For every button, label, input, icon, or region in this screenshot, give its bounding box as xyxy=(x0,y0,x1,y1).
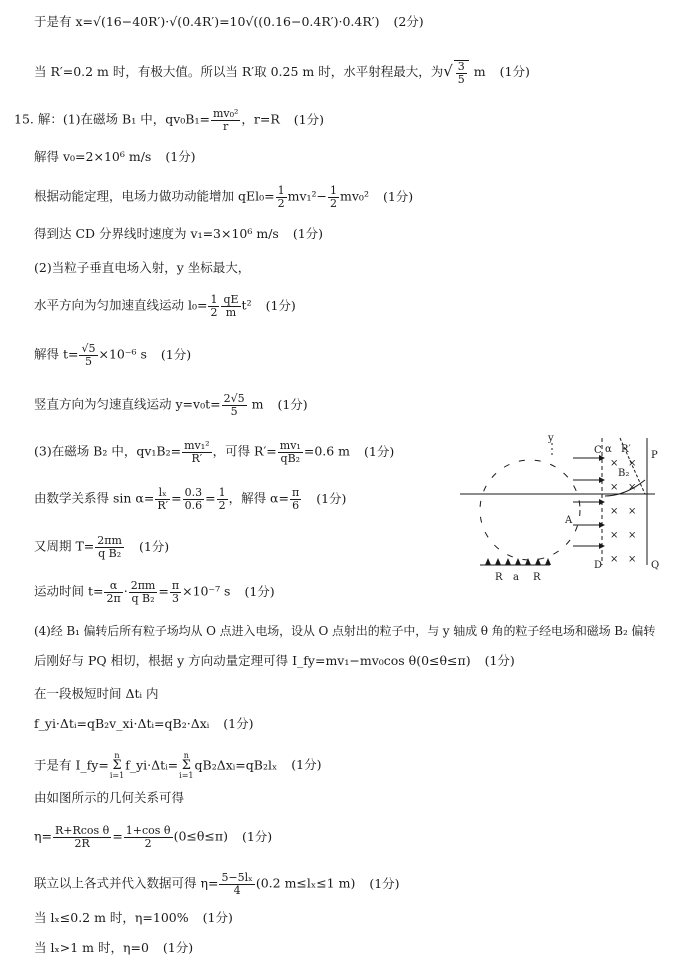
line-15-text: (4)经 B₁ 偏转后所有粒子场均从 O 点进入电场，设从 O 点射出的粒子中，与 y 轴成 θ 角的粒子经电场和磁场 B₂ 偏转 xyxy=(34,624,656,638)
line-1 xyxy=(34,16,424,29)
score: (1分) xyxy=(293,111,324,127)
field-cross: × xyxy=(628,530,637,541)
field-cross: × xyxy=(610,530,619,541)
line-16-text: 后刚好与 PQ 相切，根据 y 方向动量定理可得 I_fy=mv₁−mv₀cos θ(0≤θ≤π) xyxy=(34,653,471,668)
line-4-text: 解得 v₀=2×10⁶ m/s xyxy=(34,149,152,164)
fraction: $\frac{\text{1+cos θ}}{2}$ xyxy=(125,824,171,850)
term: ×10⁻⁷ s xyxy=(182,583,231,599)
label-alpha: α xyxy=(605,444,612,455)
fraction: $\frac{qE}{m}$ xyxy=(223,293,239,319)
unit: m xyxy=(251,396,264,412)
line-18 xyxy=(34,718,253,731)
line-17-text: 在一段极短时间 Δtᵢ 内 xyxy=(34,686,159,701)
line-10 xyxy=(34,393,308,417)
score: (1分) xyxy=(382,188,414,204)
line-12 xyxy=(34,487,346,511)
fraction: $\frac{\text{5−5lₓ}}{4}$ xyxy=(221,871,253,897)
line-24-text: 当 lₓ>1 m 时，η=0 xyxy=(34,940,149,955)
label-b2: B₂ xyxy=(618,468,630,479)
score: (1分) xyxy=(223,716,254,731)
fraction: $\frac{\pi}{3}$ xyxy=(171,579,180,605)
score: (1分) xyxy=(316,490,347,506)
line-6-text: 得到达 CD 分界线时速度为 v₁=3×10⁶ m/s xyxy=(34,226,279,241)
line-1-text: 于是有 x=√(16−40R′)·√(0.4R′)=10√((0.16−0.4R′)·0.4R′) xyxy=(34,14,380,29)
field-cross: × xyxy=(628,458,637,469)
line-2 xyxy=(34,60,530,85)
field-cross: × xyxy=(628,554,637,565)
label-r1: R xyxy=(495,572,503,583)
term: f_yi·Δtᵢ= xyxy=(125,757,179,773)
term: =0.6 m xyxy=(303,443,351,459)
line-23 xyxy=(34,912,233,925)
line-11-text: (3)在磁场 B₂ 中，qv₁B₂= xyxy=(34,443,182,459)
line-10-text: 竖直方向为匀速直线运动 y=v₀t= xyxy=(34,396,221,412)
label-p: P xyxy=(651,450,658,461)
score: (1分) xyxy=(138,538,170,554)
fraction: $\frac{3}{5}$ xyxy=(454,60,469,85)
fraction: $\frac{0.3}{0.6}$ xyxy=(184,486,203,512)
line-20 xyxy=(34,792,184,805)
line-17 xyxy=(34,688,159,701)
fraction: $\frac{1}{2}$ xyxy=(218,486,226,512)
line-6 xyxy=(34,228,323,241)
line-5 xyxy=(34,185,413,209)
score: (1分) xyxy=(292,226,324,241)
line-19 xyxy=(34,752,321,780)
summation: n Σ i=1 xyxy=(109,751,125,780)
fraction: $\frac{1}{2}$ xyxy=(330,184,338,210)
term: · xyxy=(123,583,128,599)
score: (1分) xyxy=(160,346,192,362)
label-a-point: A xyxy=(565,515,573,526)
fraction: $\frac{2\pi m}{\text{q B₂}}$ xyxy=(130,579,156,605)
score: (1分) xyxy=(277,396,308,412)
line-8-text: 水平方向为匀加速直线运动 l₀= xyxy=(34,297,208,313)
term: t² xyxy=(241,297,252,313)
term: ，解得 α= xyxy=(228,490,289,506)
score: (1分) xyxy=(364,443,395,459)
label-r2: R xyxy=(533,572,541,583)
term: (0.2 m≤lₓ≤1 m) xyxy=(255,875,356,891)
term: mv₁²− xyxy=(287,188,328,204)
term: = xyxy=(158,583,169,599)
unit: m xyxy=(473,64,486,80)
fraction: $\frac{\alpha}{2\pi}$ xyxy=(106,579,121,605)
term: qB₂Δxᵢ=qB₂lₓ xyxy=(194,757,278,773)
term: ×10⁻⁶ s xyxy=(98,346,147,362)
fraction: $\frac{1}{2}$ xyxy=(210,293,218,319)
physics-diagram xyxy=(455,428,690,586)
line-14-text: 运动时间 t= xyxy=(34,583,104,599)
score: (1分) xyxy=(291,757,322,773)
term: = xyxy=(171,490,182,506)
term: ，可得 R′= xyxy=(212,443,277,459)
line-19-text: 于是有 I_fy= xyxy=(34,757,109,773)
score: (1分) xyxy=(484,653,515,668)
line-12-text: 由数学关系得 sin α= xyxy=(34,490,155,506)
field-cross: × xyxy=(610,554,619,565)
line-8 xyxy=(34,294,296,318)
line-11 xyxy=(34,440,394,464)
line-24 xyxy=(34,942,193,955)
field-b1-circle xyxy=(480,460,580,560)
label-a: a xyxy=(513,572,519,583)
fraction: $\frac{\text{mv₀²}}{r}$ xyxy=(212,107,239,133)
field-cross: × xyxy=(610,482,619,493)
fraction: $\frac{\text{lₓ}}{R'}$ xyxy=(157,486,169,512)
fraction: $\frac{\text{R+Rcos θ}}{2R}$ xyxy=(54,824,110,850)
score: (1分) xyxy=(265,297,296,313)
term: = xyxy=(112,828,123,844)
line-22 xyxy=(34,872,400,896)
label-d: D xyxy=(594,560,603,571)
label-y: y xyxy=(548,433,554,444)
line-3-text: 15. 解：(1)在磁场 B₁ 中，qv₀B₁= xyxy=(14,111,210,127)
score: (1分) xyxy=(499,64,530,80)
summation: n Σ i=1 xyxy=(179,751,194,780)
score: (1分) xyxy=(241,828,273,844)
line-14 xyxy=(34,580,275,604)
line-9-text: 解得 t= xyxy=(34,346,79,362)
line-15 xyxy=(34,625,655,637)
line-21-text: η= xyxy=(34,828,52,844)
line-4 xyxy=(34,151,196,164)
line-18-text: f_yi·Δtᵢ=qB₂v_xi·Δtᵢ=qB₂·Δxᵢ xyxy=(34,716,210,731)
line-2-text: 当 R′=0.2 m 时，有极大值。所以当 R′取 0.25 m 时，水平射程最大，为 xyxy=(34,64,444,80)
field-cross: × xyxy=(610,506,619,517)
fraction: $\frac{\text{mv₁}}{\text{qB₂}}$ xyxy=(279,439,301,465)
line-13-text: 又周期 T= xyxy=(34,538,95,554)
fraction: $\frac{1}{2}$ xyxy=(277,184,285,210)
term: (0≤θ≤π) xyxy=(173,828,228,844)
term: mv₀² xyxy=(340,188,369,204)
line-20-text: 由如图所示的几何关系可得 xyxy=(34,790,185,805)
line-23-text: 当 lₓ≤0.2 m 时，η=100% xyxy=(34,910,189,925)
term: = xyxy=(205,490,216,506)
field-cross: × xyxy=(610,458,619,469)
fraction: $\frac{\pi}{6}$ xyxy=(291,486,300,512)
line-9 xyxy=(34,343,191,367)
line-13 xyxy=(34,535,169,559)
line-3-text-b: ，r=R xyxy=(241,111,280,127)
label-rprime: R′ xyxy=(621,444,631,455)
line-16 xyxy=(34,655,515,668)
score: (1分) xyxy=(202,910,233,925)
line-5-text: 根据动能定理，电场力做功动能增加 qEl₀= xyxy=(34,188,275,204)
field-cross: × xyxy=(628,506,637,517)
radical-sign: √ xyxy=(443,62,453,81)
score: (1分) xyxy=(369,875,400,891)
score: (1分) xyxy=(165,149,196,164)
field-cross: × xyxy=(628,482,637,493)
line-21 xyxy=(34,825,272,849)
line-22-text: 联立以上各式并代入数据可得 η= xyxy=(34,875,219,891)
fraction: $\frac{√5}{5}$ xyxy=(81,342,96,368)
label-q: Q xyxy=(651,560,660,571)
line-3 xyxy=(14,108,324,132)
score: (2分) xyxy=(393,14,424,29)
label-c: C xyxy=(594,445,602,456)
score: (1分) xyxy=(162,940,194,955)
score: (1分) xyxy=(244,583,275,599)
line-7 xyxy=(34,262,250,275)
fraction: $\frac{\text{mv₁²}}{R'}$ xyxy=(184,439,210,465)
line-7-text: (2)当粒子垂直电场入射，y 坐标最大， xyxy=(34,260,251,275)
fraction: $\frac{2\pi m}{\text{q B₂}}$ xyxy=(97,534,122,560)
fraction: $\frac{2√5}{5}$ xyxy=(223,392,245,418)
